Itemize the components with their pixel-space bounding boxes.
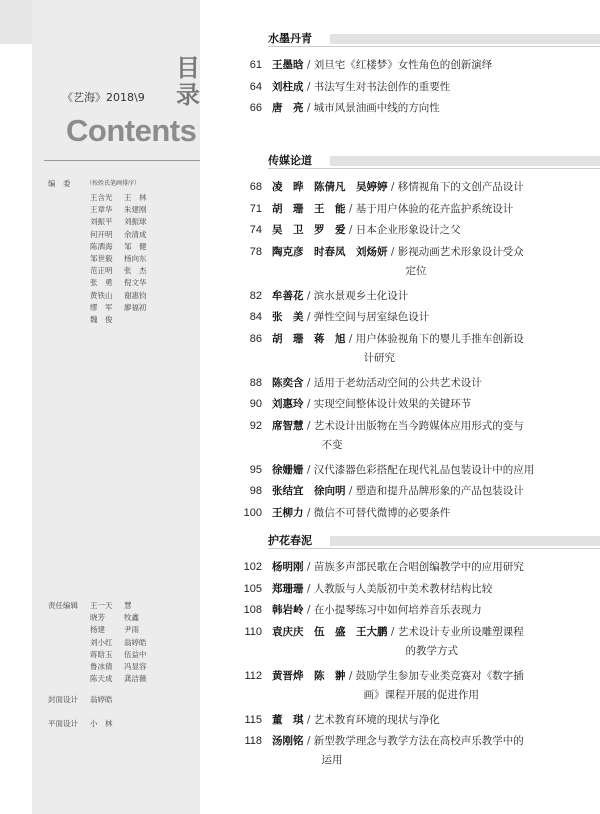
page-number: 112 — [244, 669, 262, 682]
entry-title: 适用于老幼活动空间的公共艺术设计 — [313, 376, 482, 389]
separator: / — [303, 398, 314, 410]
entry-title: 的教学方式 — [405, 644, 458, 657]
entry-text — [272, 711, 590, 730]
entry-text — [272, 330, 590, 368]
section-title-bar — [330, 536, 600, 546]
entry-title: 计研究 — [363, 351, 395, 364]
editorial-note: （按姓氏笔画排序） — [86, 180, 141, 187]
page-number: 68 — [249, 181, 262, 193]
separator: / — [303, 419, 314, 432]
entry-text — [272, 221, 590, 240]
contents-title: Contents — [66, 113, 197, 148]
entry-text — [272, 732, 590, 770]
page-number: 66 — [249, 102, 262, 114]
responsible-editor: 牧鑫 — [124, 613, 139, 623]
entry-author: 陶克彦 时春凤 刘炀妍 — [272, 245, 388, 258]
page-number: 110 — [244, 625, 262, 638]
page-number: 105 — [243, 582, 262, 595]
editorial-member-row — [90, 290, 158, 302]
entry-title: 艺术设计专业所设雕塑课程 — [397, 625, 524, 638]
section-header — [232, 152, 600, 167]
separator: / — [303, 311, 314, 323]
entry-text — [272, 504, 590, 523]
entry-title: 鼓励学生参加专业类竞赛对《数字插 — [355, 669, 524, 682]
responsible-editor: 杨建 — [90, 625, 105, 635]
entry-author: 刘柱成 — [272, 80, 304, 93]
section-rule — [268, 548, 600, 549]
entry-title: 定位 — [405, 264, 427, 277]
entry-title: 艺术教育环境的现状与净化 — [313, 713, 440, 726]
separator: / — [303, 102, 314, 114]
separator: / — [387, 625, 398, 638]
entry-author: 汤刚铭 — [272, 735, 304, 747]
responsible-editor-row — [90, 612, 158, 624]
entry-author: 胡 珊 蒋 旭 — [272, 332, 346, 345]
responsible-editor-row — [90, 600, 158, 612]
entry-author: 凌 晔 陈倩凡 吴婷婷 — [272, 181, 388, 193]
editorial-member-row — [90, 204, 158, 216]
entry-author: 王墨晗 — [272, 59, 304, 71]
section-rule — [268, 46, 600, 47]
editorial-member-row — [90, 277, 158, 289]
entry-title: 塑造和提升品牌形象的产品包装设计 — [355, 485, 524, 497]
editorial-member: 倪文华 — [124, 278, 147, 288]
separator: / — [303, 582, 314, 595]
editorial-member-row — [90, 216, 158, 228]
entry-text — [272, 482, 590, 501]
separator: / — [303, 604, 314, 616]
editorial-member: 谢惠钧 — [124, 290, 147, 300]
editorial-member: 邹世毅 — [90, 254, 113, 264]
entry-author: 吴 卫 罗 爱 — [272, 224, 346, 236]
entry-text — [272, 308, 590, 327]
entry-author: 袁庆庆 伍 盛 王大鹏 — [272, 625, 388, 638]
editorial-label: 编 委 — [48, 179, 71, 188]
entry-title: 在小提琴练习中如何培养音乐表现力 — [313, 604, 482, 616]
page-number: 82 — [249, 289, 262, 302]
entry-text — [272, 395, 590, 414]
entry-title: 艺术设计出版物在当今跨媒体应用形式的变与 — [313, 419, 524, 432]
section-title: 水墨丹青 — [268, 32, 312, 45]
entry-title: 城市风景油画中线的方向性 — [313, 102, 440, 114]
section-title: 护花春泥 — [268, 534, 312, 547]
responsible-editor-row — [90, 649, 158, 661]
entry-text — [272, 56, 590, 75]
separator: / — [345, 485, 356, 497]
entry-author: 韩岩岭 — [272, 604, 304, 616]
separator: / — [387, 181, 398, 193]
page-number: 90 — [249, 398, 262, 410]
separator: / — [303, 80, 314, 93]
entry-title: 滨水景观乡土化设计 — [313, 289, 409, 302]
entry-author: 唐 亮 — [272, 102, 304, 114]
responsible-editor: 伍益中 — [124, 649, 147, 659]
section-header — [232, 30, 600, 45]
separator: / — [303, 506, 314, 519]
entry-author: 郑珊珊 — [272, 582, 304, 595]
responsible-editor-row — [90, 673, 158, 685]
contents-rule — [44, 160, 200, 161]
layout-designer: 小 林 — [90, 719, 113, 728]
editorial-member: 邹 健 — [124, 241, 147, 251]
separator: / — [345, 202, 356, 215]
entry-text — [272, 558, 590, 577]
responsible-editor: 王一天 — [90, 601, 113, 610]
editorial-member-row — [90, 265, 158, 277]
editorial-member-row — [90, 241, 158, 253]
entry-author: 陈奕含 — [272, 376, 304, 389]
separator: / — [303, 59, 314, 71]
editorial-member: 张 杰 — [124, 266, 147, 276]
responsible-editors — [90, 600, 158, 685]
entry-author: 刘惠玲 — [272, 398, 304, 410]
editorial-member-row — [90, 302, 158, 314]
editorial-member: 黄铁山 — [90, 290, 113, 300]
entry-text — [272, 178, 590, 197]
entry-title: 新型教学理念与教学方法在高校声乐教学中的 — [313, 735, 524, 747]
page-number: 98 — [249, 485, 262, 497]
entry-title: 用户体验视角下的婴儿手推车创新设 — [355, 332, 524, 345]
entry-title: 人教版与人美版初中美术教材结构比较 — [313, 582, 493, 595]
entry-text — [272, 99, 590, 118]
page-number: 108 — [243, 604, 262, 616]
responsible-editor: 鲁冰倩 — [90, 662, 113, 672]
entry-title: 书法写生对书法创作的重要性 — [313, 80, 451, 93]
responsible-label: 责任编辑 — [48, 601, 78, 610]
entry-title: 日本企业形象设计之父 — [355, 224, 461, 236]
entry-author: 王柳力 — [272, 506, 304, 519]
entry-text — [272, 287, 590, 306]
separator: / — [303, 463, 314, 476]
editorial-member: 王 林 — [124, 193, 147, 202]
responsible-editor-row — [90, 637, 158, 649]
entry-title: 移情视角下的文创产品设计 — [397, 181, 524, 193]
entry-author: 黄晋烨 陈 翀 — [272, 669, 346, 682]
entry-title: 苗族多声部民歌在合唱创编教学中的应用研究 — [313, 561, 524, 573]
editorial-member: 刘振平 — [90, 217, 113, 227]
entry-author: 张结宜 徐向明 — [272, 485, 346, 497]
toc-section — [232, 532, 600, 766]
section-title-bar — [330, 34, 600, 44]
page-number: 95 — [249, 463, 262, 476]
editorial-member: 朱建刚 — [124, 205, 147, 215]
page-number: 61 — [249, 59, 262, 71]
page-number: 92 — [249, 419, 262, 432]
entry-text — [272, 580, 590, 599]
toc-section — [232, 30, 600, 114]
page-number: 100 — [243, 506, 262, 519]
separator: / — [345, 332, 356, 345]
entry-title: 基于用户体验的花卉监护系统设计 — [355, 202, 514, 215]
section-title: 传媒论道 — [268, 154, 312, 167]
page-number: 78 — [249, 245, 262, 258]
editorial-member: 张 勇 — [90, 278, 113, 288]
editorial-member-row — [90, 229, 158, 241]
entry-author: 杨明刚 — [272, 561, 304, 573]
page-number: 84 — [249, 311, 262, 323]
editorial-member: 杨向东 — [124, 254, 147, 264]
entry-text — [272, 243, 590, 281]
entry-text — [272, 601, 590, 620]
page-number: 102 — [243, 561, 262, 573]
entry-title: 画》课程开展的促进作用 — [363, 688, 479, 701]
section-title-bar — [330, 156, 600, 166]
entry-title: 汉代漆器色彩搭配在现代礼品包装设计中的应用 — [313, 463, 535, 476]
responsible-editor: 刘小红 — [90, 637, 113, 647]
editorial-member: 范正明 — [90, 266, 113, 276]
separator: / — [303, 289, 314, 302]
responsible-editor: 晓芳 — [90, 613, 105, 623]
editorial-member: 王含光 — [90, 193, 113, 202]
editorial-member-row — [90, 192, 158, 204]
separator: / — [345, 224, 356, 236]
separator: / — [303, 561, 314, 573]
entry-author: 董 琪 — [272, 713, 304, 726]
separator: / — [303, 713, 314, 726]
responsible-editor: 冯显容 — [124, 662, 147, 672]
page-number: 71 — [249, 202, 262, 215]
editorial-member: 廖福初 — [124, 302, 147, 312]
entry-title: 实现空间整体设计效果的关键环节 — [313, 398, 472, 410]
entry-text — [272, 417, 590, 455]
responsible-editor: 慧 — [124, 601, 132, 610]
entry-title: 影视动画艺术形象设计受众 — [397, 245, 524, 258]
separator: / — [303, 376, 314, 389]
editorial-member: 刘振球 — [124, 217, 147, 227]
entry-author: 牟善花 — [272, 289, 304, 302]
editorial-member: 何开明 — [90, 229, 113, 239]
responsible-editor: 龚洁薇 — [124, 674, 147, 684]
entry-title: 运用 — [321, 754, 343, 766]
entry-text — [272, 374, 590, 393]
separator: / — [345, 669, 356, 682]
responsible-editor: 尹雨 — [124, 625, 139, 635]
page-number: 88 — [249, 376, 262, 389]
editorial-member-row — [90, 253, 158, 265]
responsible-editor: 翁婷皓 — [124, 637, 147, 647]
entry-title: 微信不可替代微博的必要条件 — [313, 506, 451, 519]
page-number: 64 — [249, 80, 262, 93]
entry-text — [272, 623, 590, 661]
editorial-member: 陈洒海 — [90, 241, 113, 251]
entry-text — [272, 200, 590, 219]
editorial-member: 王章华 — [90, 205, 113, 215]
entry-title: 刘旦宅《红楼梦》女性角色的创新演绎 — [313, 59, 493, 71]
mulu-title: 目录 — [176, 53, 200, 109]
separator: / — [387, 245, 398, 258]
section-rule — [268, 168, 600, 169]
section-header — [232, 532, 600, 547]
entry-author: 胡 珊 王 能 — [272, 202, 346, 215]
cover-design-label: 封面设计 — [48, 695, 78, 704]
page-number: 118 — [244, 735, 262, 747]
responsible-editor-row — [90, 624, 158, 636]
entry-text — [272, 78, 590, 97]
page-number: 74 — [249, 224, 262, 236]
page-number: 115 — [244, 713, 262, 726]
entry-text — [272, 461, 590, 480]
editorial-member: 余清成 — [124, 229, 147, 239]
editorial-member-row — [90, 314, 158, 326]
editorial-member: 魏 俊 — [90, 315, 113, 325]
separator: / — [303, 735, 314, 747]
entry-title: 不变 — [321, 438, 343, 451]
responsible-editor-row — [90, 661, 158, 673]
editorial-members — [90, 192, 158, 326]
responsible-editor: 陈天成 — [90, 674, 113, 684]
entry-author: 席智慧 — [272, 419, 304, 432]
entry-title: 弹性空间与居室绿色设计 — [313, 311, 430, 323]
entry-author: 张 美 — [272, 311, 304, 323]
entry-author: 徐姗姗 — [272, 463, 304, 476]
toc-section — [232, 152, 600, 519]
issue-label: 《艺海》2018\9 — [62, 91, 145, 104]
cover-designer: 翁婷皓 — [90, 695, 113, 704]
page-number: 86 — [249, 332, 262, 345]
editorial-member: 缪 军 — [90, 302, 113, 312]
entry-text — [272, 667, 590, 705]
layout-design-label: 平面设计 — [48, 719, 78, 728]
responsible-editor: 蒋晗玉 — [90, 649, 113, 659]
